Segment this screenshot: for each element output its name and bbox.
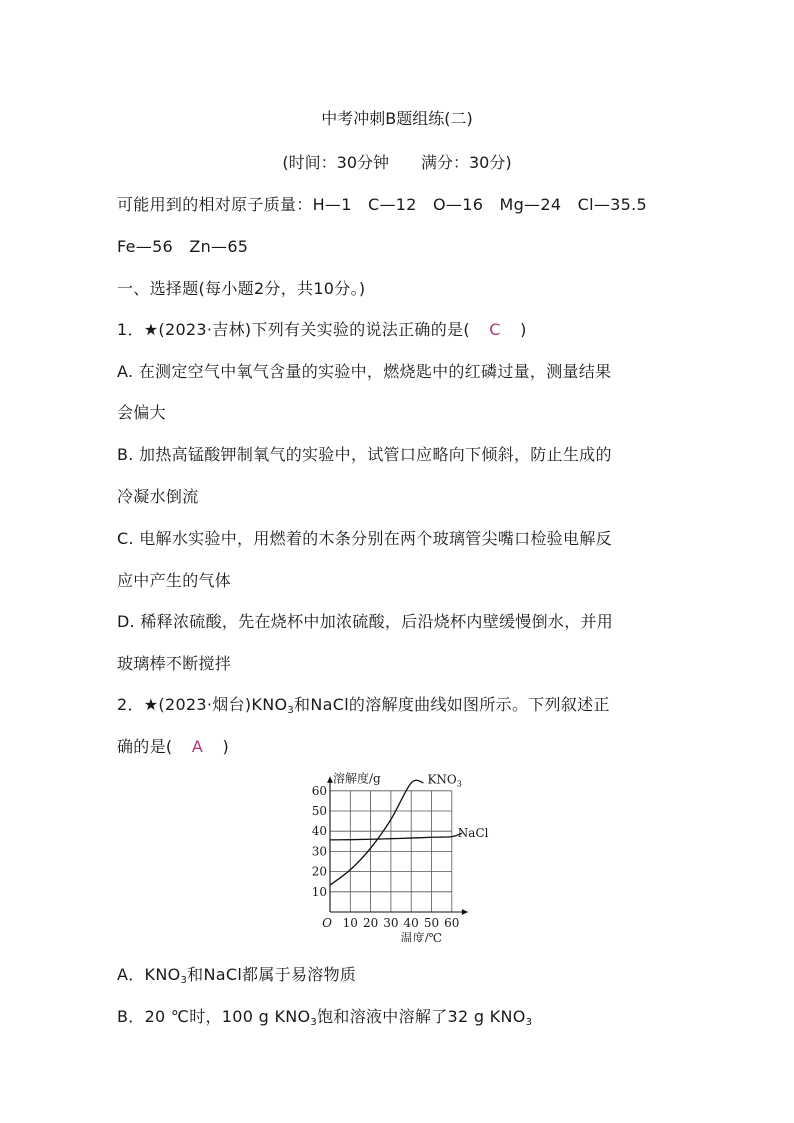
x-tick-label: 50 bbox=[423, 916, 440, 930]
q2-stem-sub: 3 bbox=[287, 705, 295, 716]
q2-stem2-text: 确的是( bbox=[117, 737, 173, 756]
x-axis-label: 温度/℃ bbox=[400, 931, 443, 942]
y-tick-label: 30 bbox=[311, 844, 327, 859]
q2-close-paren: ) bbox=[222, 737, 230, 756]
x-tick-label: 60 bbox=[444, 916, 460, 930]
q2-b-sub2: 3 bbox=[525, 1017, 533, 1028]
series-line-kno3 bbox=[330, 780, 423, 885]
q2-b-sub: 3 bbox=[310, 1017, 318, 1028]
q2-stem-post: 和NaCl的溶解度曲线如图所示。下列叙述正 bbox=[294, 695, 610, 714]
q1-stem-text: 1．★(2023·吉林)下列有关实验的说法正确的是( bbox=[117, 320, 470, 339]
q1-option-b-line2: 冷凝水倒流 bbox=[117, 487, 199, 506]
q1-answer: C bbox=[489, 320, 501, 339]
question-2-stem-line2 bbox=[117, 734, 229, 757]
question-1-stem bbox=[117, 317, 527, 340]
q1-option-b-line1: B. 加热高锰酸钾制氧气的实验中，试管口应略向下倾斜，防止生成的 bbox=[117, 445, 612, 464]
q2-b-mid: 饱和溶液中溶解了32 g KNO bbox=[317, 1007, 526, 1026]
x-axis-arrow bbox=[462, 909, 468, 915]
q2-stem-pre: 2．★(2023·烟台)KNO bbox=[117, 695, 288, 714]
y-tick-label: 50 bbox=[311, 804, 327, 818]
x-tick-label: 20 bbox=[362, 916, 379, 930]
q2-option-a bbox=[117, 962, 356, 985]
x-tick-label: 30 bbox=[383, 916, 399, 930]
y-tick-label: 10 bbox=[311, 884, 327, 899]
y-tick-label: 60 bbox=[311, 783, 327, 798]
q1-close-paren: ) bbox=[520, 320, 527, 339]
y-tick-label: 40 bbox=[311, 824, 327, 839]
exam-info: (时间：30分钟 满分：30分) bbox=[282, 153, 512, 172]
series-label-nacl: NaCl bbox=[457, 826, 489, 841]
q1-option-c-line1: C. 电解水实验中，用燃着的木条分别在两个玻璃管尖嘴口检验电解反 bbox=[117, 529, 612, 548]
q1-option-a-line1: A. 在测定空气中氧气含量的实验中，燃烧匙中的红磷过量，测量结果 bbox=[117, 362, 612, 381]
atomic-mass-line-1: 可能用到的相对原子质量：H—1 C—12 O—16 Mg—24 Cl—35.5 bbox=[117, 195, 647, 214]
q1-option-d-line2: 玻璃棒不断搅拌 bbox=[117, 654, 232, 673]
q1-option-d-line1: D. 稀释浓硫酸，先在烧杯中加浓硫酸，后沿烧杯内壁缓慢倒水，并用 bbox=[117, 612, 614, 631]
solubility-chart bbox=[300, 762, 500, 942]
y-tick-label: 20 bbox=[311, 864, 327, 879]
atomic-mass-line-2: Fe—56 Zn—65 bbox=[117, 237, 249, 256]
question-2-stem bbox=[117, 692, 610, 715]
page-title: 中考冲刺B题组练(二) bbox=[321, 109, 473, 128]
q2-answer: A bbox=[191, 737, 204, 756]
q2-option-b bbox=[117, 1004, 532, 1027]
section-heading: 一、选择题(每小题2分，共10分。) bbox=[117, 279, 366, 298]
series-line-nacl bbox=[330, 833, 462, 840]
q1-option-c-line2: 应中产生的气体 bbox=[117, 571, 232, 590]
q2-a-post: 和NaCl都属于易溶物质 bbox=[187, 965, 357, 984]
series-label-kno3: $KNO_3$ bbox=[427, 772, 462, 789]
y-axis-label: 溶解度/g bbox=[333, 771, 381, 786]
x-tick-label: 10 bbox=[342, 916, 358, 930]
q1-option-a-line2: 会偏大 bbox=[117, 403, 166, 422]
x-tick-label: 40 bbox=[403, 916, 419, 930]
q2-b-pre: B．20 ℃时，100 g KNO bbox=[117, 1007, 311, 1026]
q2-a-sub: 3 bbox=[180, 975, 188, 986]
q2-a-pre: A．KNO bbox=[117, 965, 181, 984]
origin-label: O bbox=[322, 916, 332, 930]
